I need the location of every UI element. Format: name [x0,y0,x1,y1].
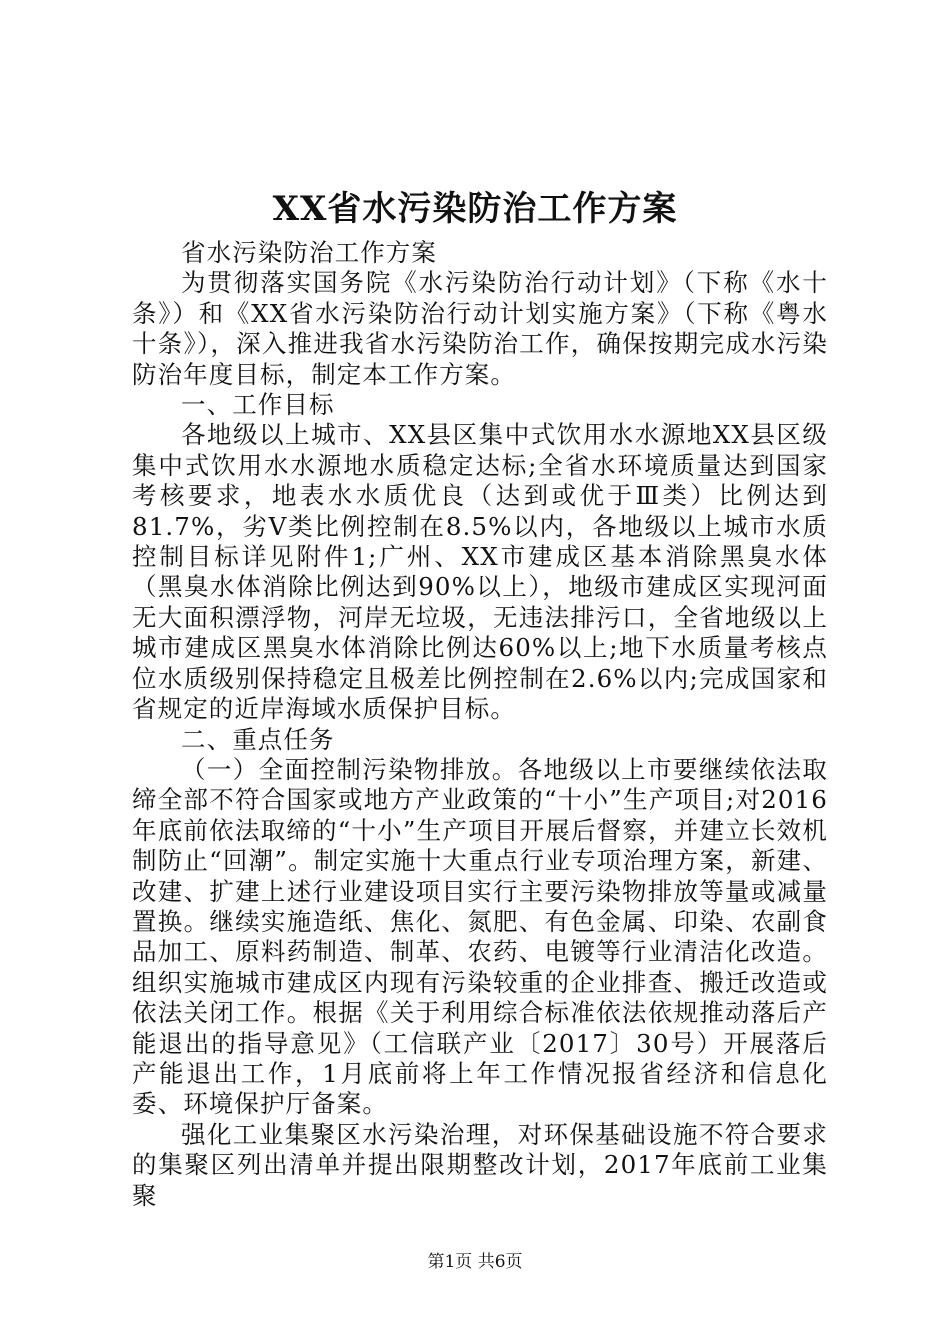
document-body [132,238,828,1211]
paragraph-goals: 各地级以上城市、XX县区集中式饮用水水源地XX县区级集中式饮用水水源地水质稳定达标;全省水环境质量达到国家考核要求，地表水水质优良（达到或优于Ⅲ类）比例达到81.7%，劣Ⅴ类比例控制在8.5%以内，各地级以上城市水质控制目标详见附件1;广州、XX市建成区基本消除黑臭水体（黑臭水体消除比例达到90%以上），地级市建成区实现河面无大面积漂浮物，河岸无垃圾，无违法排污口，全省地级以上城市建成区黑臭水体消除比例达60%以上;地下水质量考核点位水质级别保持稳定且极差比例控制在2.6%以内;完成国家和省规定的近岸海域水质保护目标。 [132,420,828,724]
section-heading-goals: 一、工作目标 [181,390,335,420]
section-heading-tasks: 二、重点任务 [181,724,335,754]
page-footer: 第1页 共6页 [427,1252,523,1272]
paragraph-industrial-zones: 强化工业集聚区水污染治理，对环保基础设施不符合要求的集聚区列出清单并提出限期整改计划，2017年底前工业集聚 [132,1119,828,1210]
paragraph-task-1: （一）全面控制污染物排放。各地级以上市要继续依法取缔全部不符合国家或地方产业政策的“十小”生产项目;对2016年底前依法取缔的“十小”生产项目开展后督察，并建立长效机制防止“回潮”。制定实施十大重点行业专项治理方案，新建、改建、扩建上述行业建设项目实行主要污染物排放等量或减量置换。继续实施造纸、焦化、氮肥、有色金属、印染、农副食品加工、原料药制造、制革、农药、电镀等行业清洁化改造。组织实施城市建成区内现有污染较重的企业排查、搬迁改造或依法关闭工作。根据《关于利用综合标准依法依规推动落后产能退出的指导意见》（工信联产业〔2017〕30号）开展落后产能退出工作，1月底前将上年工作情况报省经济和信息化委、环境保护厅备案。 [132,754,828,1119]
paragraph-intro: 为贯彻落实国务院《水污染防治行动计划》（下称《水十条》）和《XX省水污染防治行动计划实施方案》（下称《粤水十条》），深入推进我省水污染防治工作，确保按期完成水污染防治年度目标，制定本工作方案。 [132,268,828,389]
document-title: XX省水污染防治工作方案 [272,189,678,229]
paragraph-heading-repeat: 省水污染防治工作方案 [181,238,437,267]
